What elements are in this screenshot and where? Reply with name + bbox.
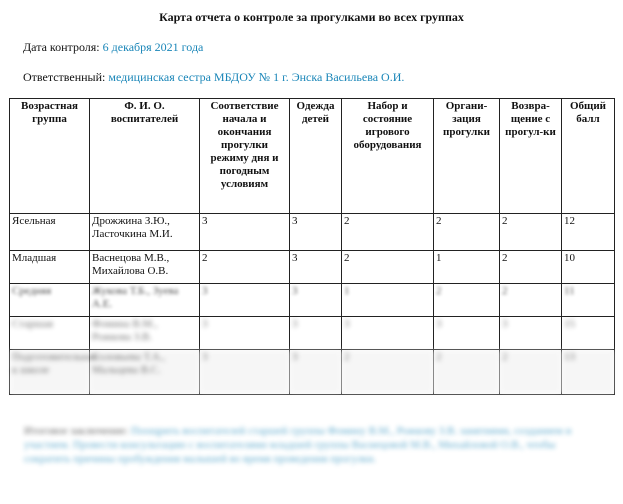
cell-score: 3 (290, 251, 342, 284)
cell-score: 3 (290, 214, 342, 251)
header-age-group: Возрастная группа (10, 99, 90, 214)
control-date-value: 6 декабря 2021 года (102, 40, 204, 54)
cell-total: 11 (562, 284, 615, 317)
header-organization: Органи-зация прогулки (434, 99, 500, 214)
cell-total: 10 (562, 251, 615, 284)
cell-score: 2 (342, 251, 434, 284)
header-total-score: Общий балл (562, 99, 615, 214)
header-teachers: Ф. И. О. воспитателей (90, 99, 200, 214)
cell-score: 3 (500, 317, 562, 350)
table-row (10, 350, 615, 395)
cell-score: 3 (290, 317, 342, 350)
cell-group: Средняя (10, 284, 90, 317)
conclusion-block (24, 424, 602, 466)
responsible-line (23, 70, 404, 85)
responsible-label: Ответственный: (23, 70, 106, 84)
table-row (10, 214, 615, 251)
cell-group: Подготовительная к школе (10, 350, 90, 395)
table-row (10, 251, 615, 284)
cell-score: 3 (290, 284, 342, 317)
cell-score: 2 (500, 350, 562, 395)
cell-score: 2 (434, 350, 500, 395)
header-schedule-compliance: Соответствие начала и окончания прогулки режиму дня и погодным условиям (200, 99, 290, 214)
cell-score: 3 (342, 317, 434, 350)
cell-teachers: Дрожжина З.Ю., Ласточкина М.И. (90, 214, 200, 251)
cell-group: Ясельная (10, 214, 90, 251)
header-return: Возвра-щение с прогул-ки (500, 99, 562, 214)
responsible-value: медицинская сестра МБДОУ № 1 г. Энска Васильева О.И. (108, 70, 405, 84)
cell-total: 13 (562, 350, 615, 395)
cell-teachers: Васнецова М.В., Михайлова О.В. (90, 251, 200, 284)
cell-group: Старшая (10, 317, 90, 350)
cell-score: 2 (500, 214, 562, 251)
cell-score: 3 (200, 350, 290, 395)
conclusion-label: Итоговое заключение: (24, 425, 129, 437)
conclusion-text: Поощрить воспитателей старшей группы Фомину В.М., Рожкову З.В. занятиями, созданием и участием. Провести консультацию с воспитателями младшей группы Васнецовой М.В., Михайловой О.В., чтобы сократить причины пробуждения малышей во время проведения прогулки. (24, 425, 572, 465)
cell-score: 3 (200, 214, 290, 251)
cell-total: 12 (562, 214, 615, 251)
table-row (10, 317, 615, 350)
cell-teachers: Жукова Т.Б., Зуева А.Е. (90, 284, 200, 317)
cell-group: Младшая (10, 251, 90, 284)
walks-control-table (9, 98, 615, 395)
cell-score: 1 (342, 284, 434, 317)
cell-teachers: Соловьева Т.А., Мальцева В.С. (90, 350, 200, 395)
table-header-row (10, 99, 615, 214)
header-equipment: Набор и состояние игрового оборудования (342, 99, 434, 214)
control-date-label: Дата контроля: (23, 40, 100, 54)
cell-score: 2 (342, 350, 434, 395)
cell-score: 3 (434, 317, 500, 350)
cell-score: 3 (290, 350, 342, 395)
cell-score: 2 (434, 284, 500, 317)
cell-score: 2 (500, 284, 562, 317)
cell-score: 2 (434, 214, 500, 251)
cell-score: 1 (434, 251, 500, 284)
table-row (10, 284, 615, 317)
cell-total: 15 (562, 317, 615, 350)
document-title: Карта отчета о контроле за прогулками во всех группах (159, 10, 464, 24)
cell-teachers: Фомина В.М., Рожкова З.В. (90, 317, 200, 350)
cell-score: 3 (200, 284, 290, 317)
control-date-line (23, 40, 203, 55)
cell-score: 3 (200, 317, 290, 350)
cell-score: 2 (342, 214, 434, 251)
cell-score: 2 (500, 251, 562, 284)
header-clothing: Одежда детей (290, 99, 342, 214)
cell-score: 2 (200, 251, 290, 284)
